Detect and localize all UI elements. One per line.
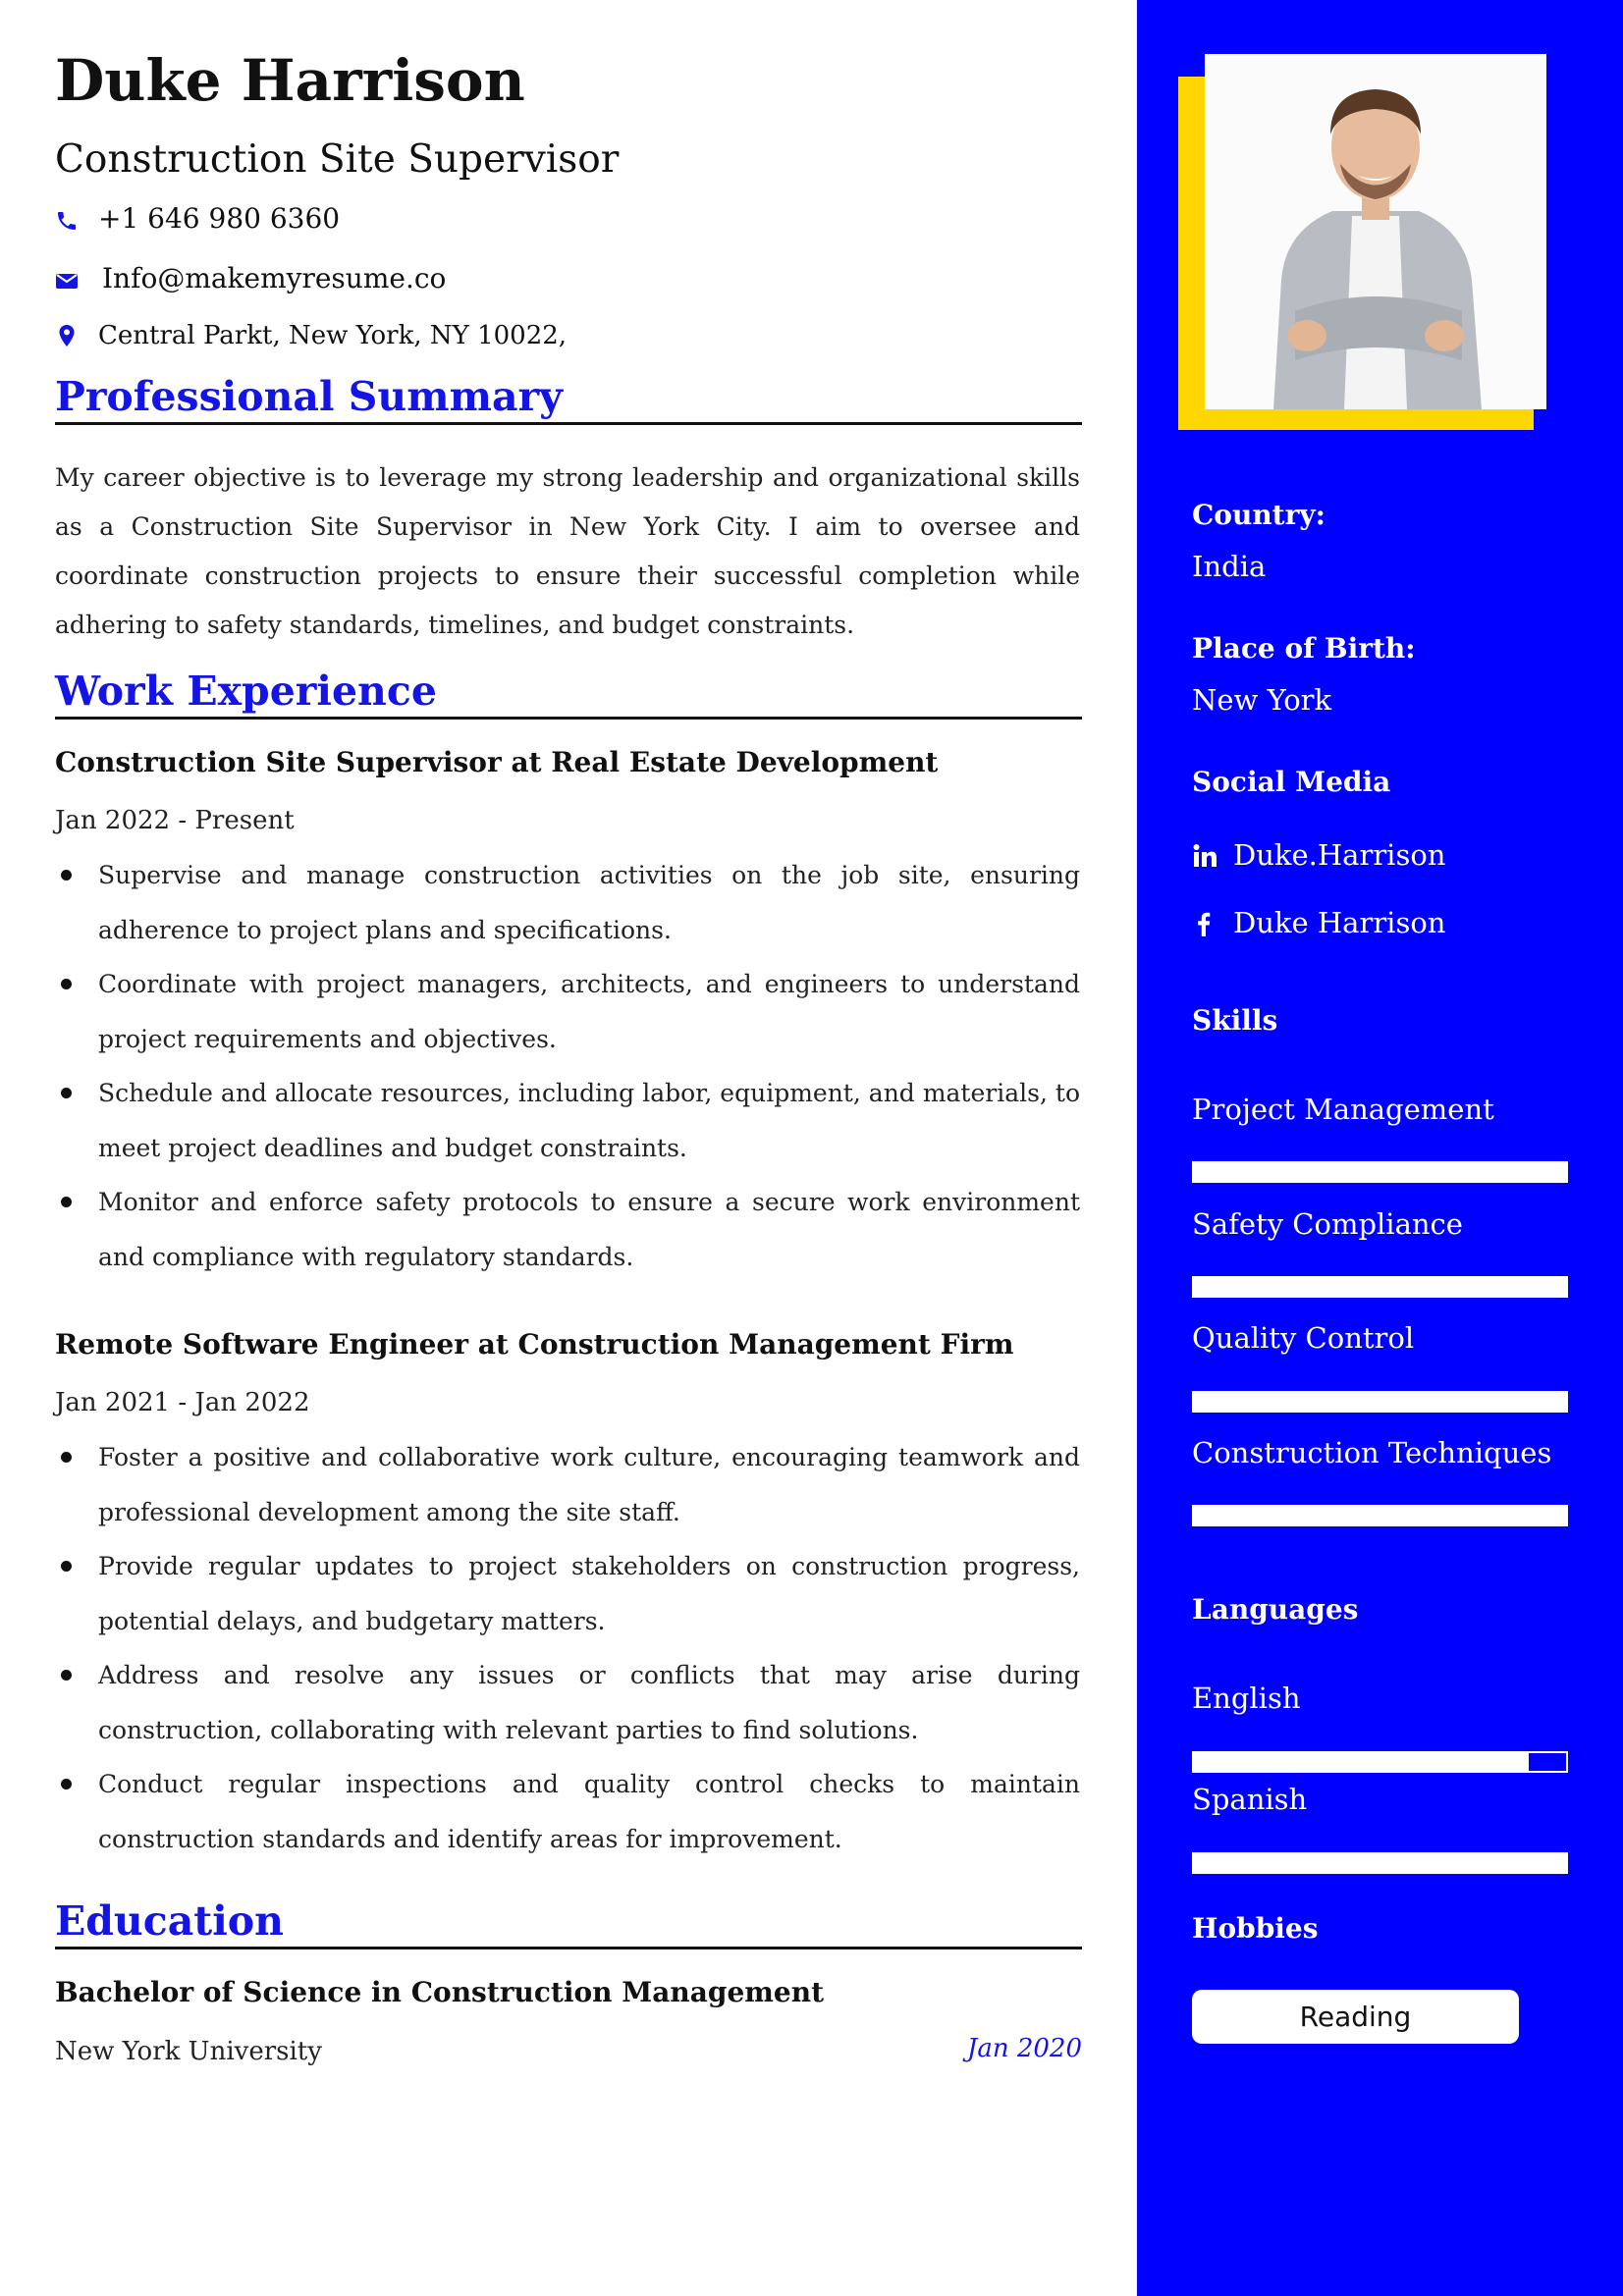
phone-icon (55, 207, 79, 231)
languages-heading: Languages (1192, 1593, 1359, 1626)
list-item: Monitor and enforce safety protocols to ensure a secure work environment and compliance with regulatory standards. (55, 1175, 1080, 1284)
list-item: Supervise and manage construction activities on the job site, ensuring adherence to project plans and specifications. (55, 848, 1080, 957)
summary-heading: Professional Summary (55, 373, 1082, 425)
language-bar-fill (1194, 1854, 1566, 1872)
list-item: Schedule and allocate resources, including labor, equipment, and materials, to meet project deadlines and budget constraints. (55, 1066, 1080, 1175)
birth-value: New York (1192, 683, 1332, 717)
birth-label: Place of Birth: (1192, 632, 1416, 665)
skill-label: Construction Techniques (1192, 1436, 1552, 1469)
social-heading: Social Media (1192, 766, 1391, 798)
facebook-link[interactable] (1192, 906, 1445, 939)
list-item: Provide regular updates to project stakeholders on construction progress, potential delays, and budgetary matters. (55, 1539, 1080, 1648)
map-pin-icon (55, 324, 79, 347)
phone-text: +1 646 980 6360 (98, 202, 341, 235)
address-contact (55, 321, 567, 350)
hobby-tag: Reading (1192, 1990, 1519, 2044)
facebook-text: Duke Harrison (1233, 906, 1446, 939)
job-2-bullets (55, 1430, 1080, 1866)
education-date: Jan 2020 (966, 2034, 1082, 2063)
profile-photo (1205, 54, 1546, 409)
skill-label: Project Management (1192, 1093, 1494, 1126)
job-2-date: Jan 2021 - Jan 2022 (55, 1388, 310, 1417)
list-item: Address and resolve any issues or conflicts that may arise during construction, collaborating with relevant parties to find solutions. (55, 1648, 1080, 1757)
linkedin-link[interactable] (1192, 838, 1445, 872)
language-bar (1192, 1751, 1568, 1773)
language-label: Spanish (1192, 1783, 1308, 1816)
facebook-icon (1192, 910, 1217, 935)
skill-bar-fill (1194, 1393, 1566, 1411)
education-school: New York University (55, 2037, 322, 2066)
email-contact[interactable] (55, 262, 446, 294)
hobbies-heading: Hobbies (1192, 1912, 1319, 1945)
candidate-name: Duke Harrison (55, 47, 525, 114)
country-value: India (1192, 550, 1267, 583)
phone-contact[interactable] (55, 202, 340, 235)
skill-bar (1192, 1505, 1568, 1526)
skill-bar-fill (1194, 1163, 1566, 1181)
email-text: Info@makemyresume.co (102, 262, 447, 294)
skill-label: Quality Control (1192, 1321, 1415, 1355)
envelope-icon (55, 267, 79, 291)
language-bar-fill (1194, 1753, 1529, 1771)
skill-bar (1192, 1161, 1568, 1183)
list-item: Coordinate with project managers, architects, and engineers to understand project requirements and objectives. (55, 957, 1080, 1066)
experience-heading: Work Experience (55, 667, 1082, 720)
skill-bar-fill (1194, 1278, 1566, 1296)
linkedin-icon (1192, 842, 1217, 868)
job-title-header: Construction Site Supervisor (55, 137, 620, 182)
language-label: English (1192, 1682, 1301, 1715)
education-heading: Education (55, 1897, 1082, 1949)
linkedin-text: Duke.Harrison (1233, 838, 1446, 872)
skills-heading: Skills (1192, 1004, 1278, 1037)
address-text: Central Parkt, New York, NY 10022, (98, 321, 568, 350)
summary-text: My career objective is to leverage my strong leadership and organizational skills as a Construction Site Supervisor in New York City. I aim to oversee and coordinate construction projects to ensure their successful completion while adhering to safety standards, timelines, and budget constraints. (55, 463, 1080, 639)
list-item: Foster a positive and collaborative work culture, encouraging teamwork and professional development among the site staff. (55, 1430, 1080, 1539)
skill-bar (1192, 1276, 1568, 1298)
job-1-bullets (55, 848, 1080, 1284)
language-bar (1192, 1852, 1568, 1874)
job-2-title: Remote Software Engineer at Construction Management Firm (55, 1328, 1014, 1361)
skill-bar (1192, 1391, 1568, 1413)
job-1-date: Jan 2022 - Present (55, 806, 295, 835)
skill-label: Safety Compliance (1192, 1207, 1463, 1241)
education-degree: Bachelor of Science in Construction Management (55, 1976, 825, 2008)
country-label: Country: (1192, 499, 1325, 531)
list-item: Conduct regular inspections and quality control checks to maintain construction standards and identify areas for improvement. (55, 1757, 1080, 1866)
job-1-title: Construction Site Supervisor at Real Estate Development (55, 746, 939, 778)
skill-bar-fill (1194, 1507, 1566, 1524)
